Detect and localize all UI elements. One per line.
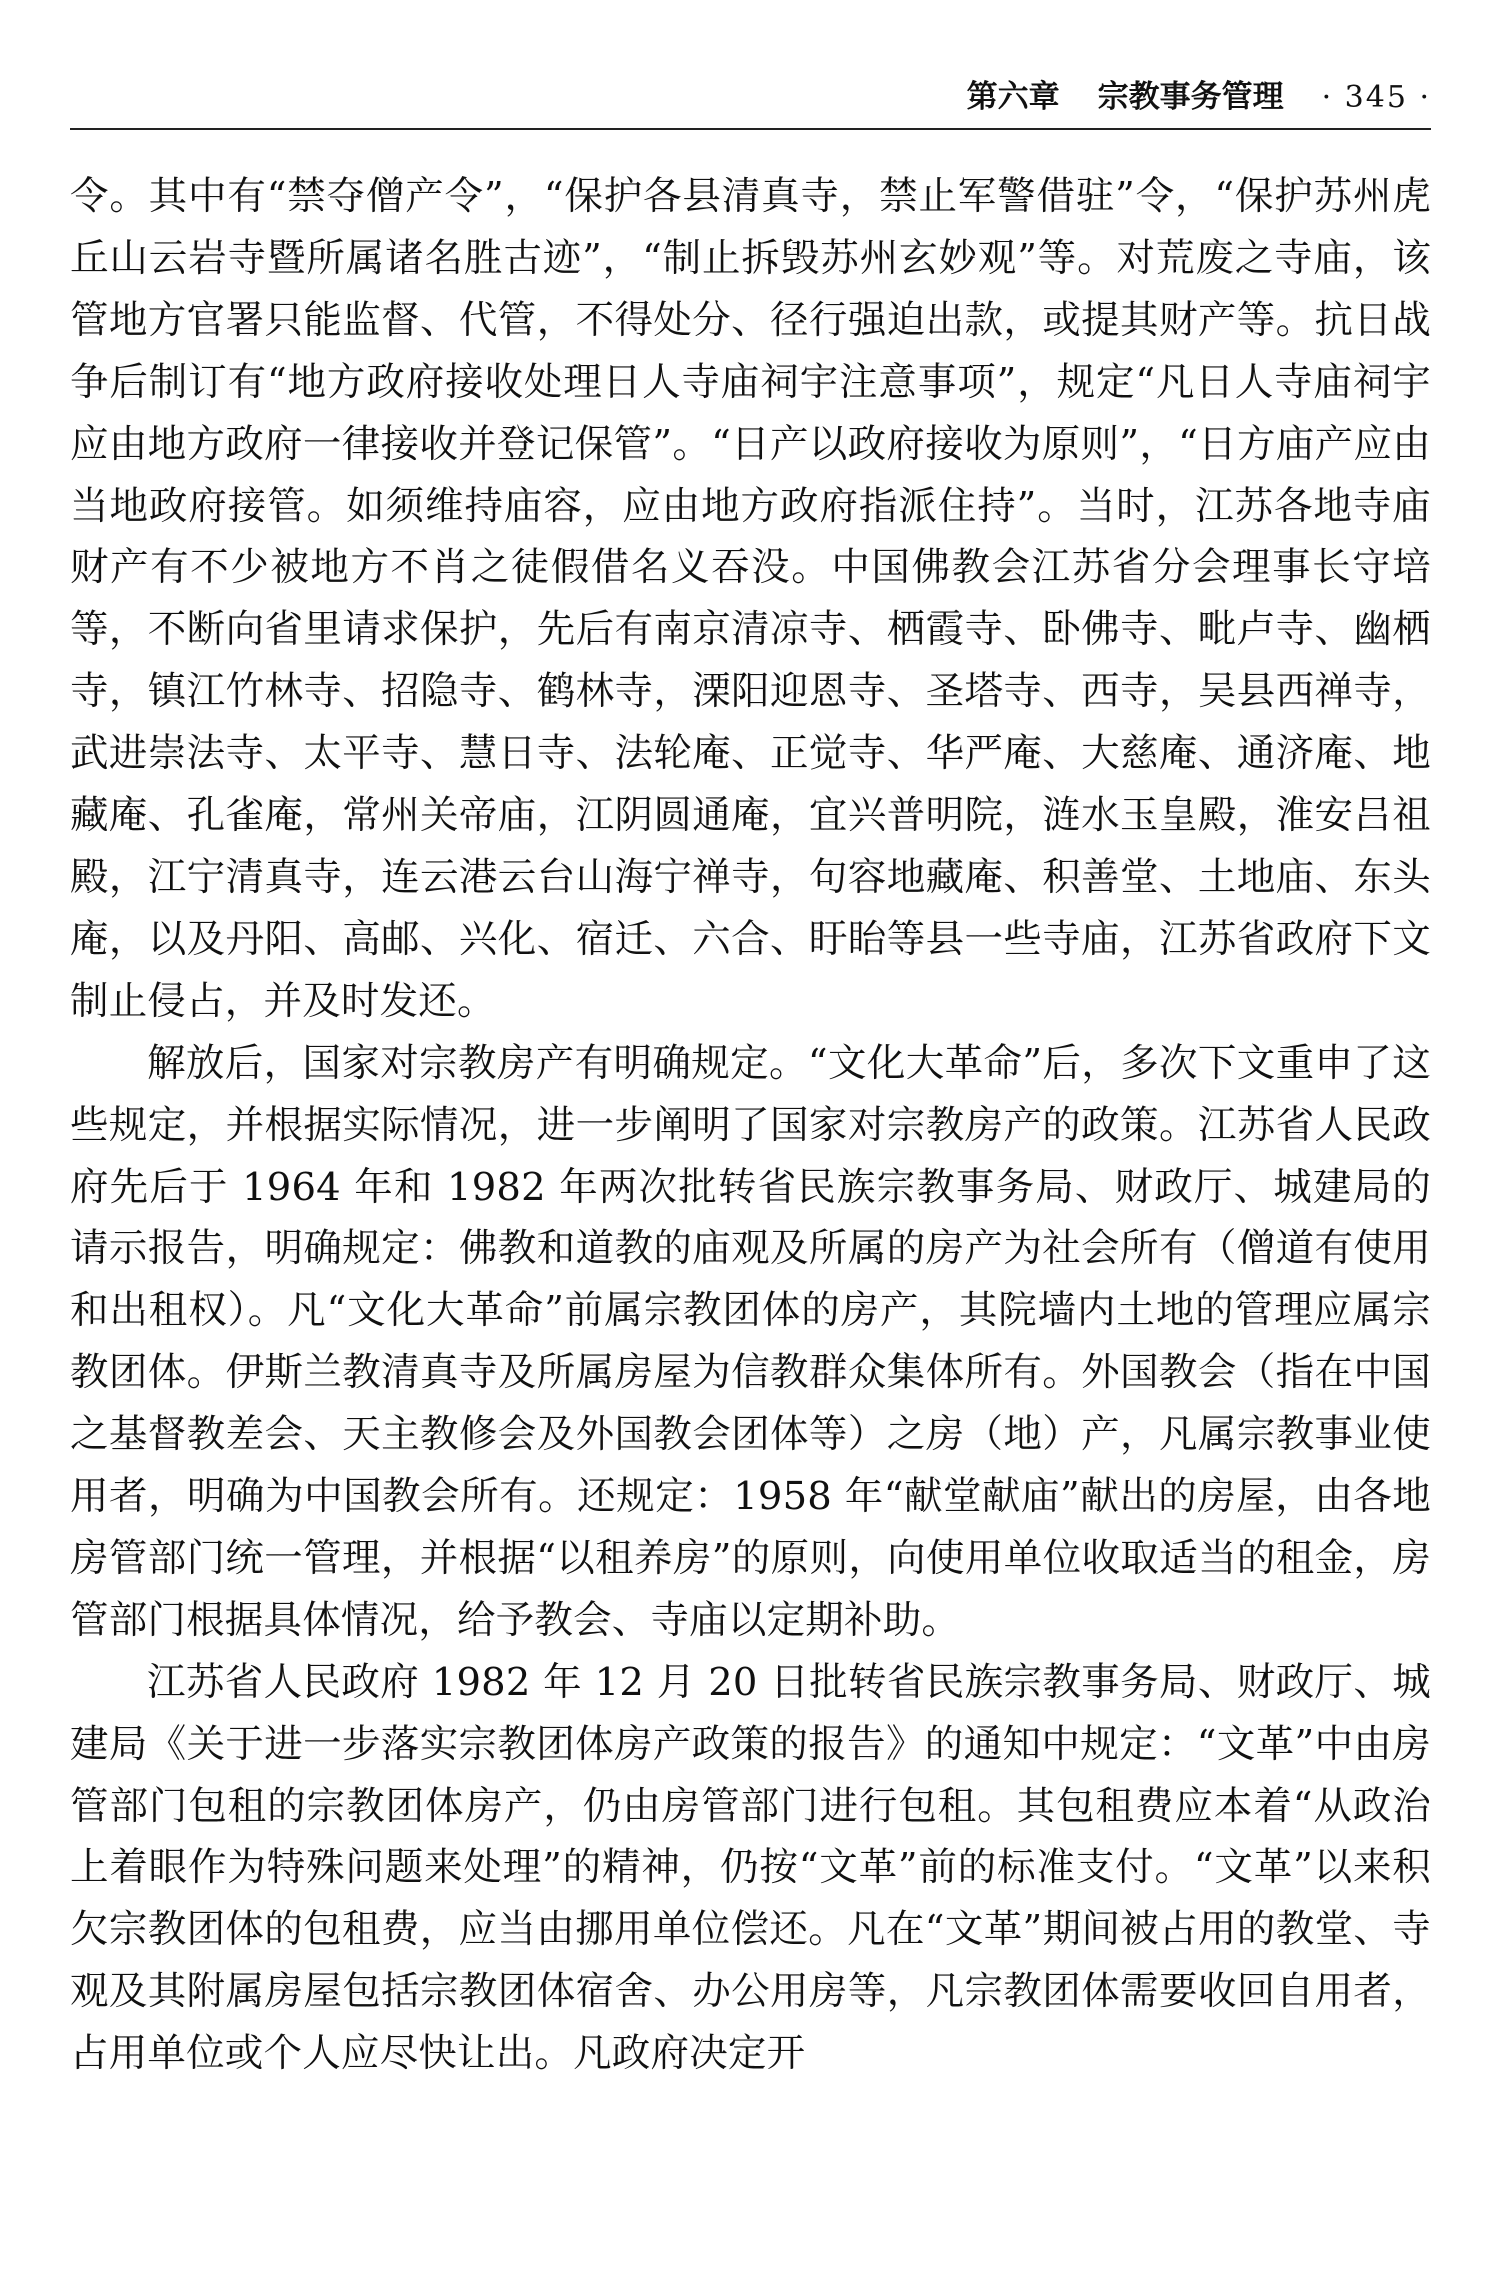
chapter-label: 第六章 — [966, 79, 1060, 115]
section-title: 宗教事务管理 — [1097, 79, 1284, 115]
paragraph-continued: 令。其中有“禁夺僧产令”，“保护各县清真寺，禁止军警借驻”令，“保护苏州虎丘山云岩寺暨所属诸名胜古迹”，“制止拆毁苏州玄妙观”等。对荒废之寺庙，该管地方官署只能监督、代管，不得处分、径行强迫出款，或提其财产等。抗日战争后制订有“地方政府接收处理日人寺庙祠宇注意事项”，规定“凡日人寺庙祠宇应由地方政府一律接收并登记保管”。“日产以政府接收为原则”，“日方庙产应由当地政府接管。如须维持庙容，应由地方政府指派住持”。当时，江苏各地寺庙财产有不少被地方不肖之徒假借名义吞没。中国佛教会江苏省分会理事长守培等，不断向省里请求保护，先后有南京清凉寺、栖霞寺、卧佛寺、毗卢寺、幽栖寺，镇江竹林寺、招隐寺、鹤林寺，溧阳迎恩寺、圣塔寺、西寺，吴县西禅寺，武进崇法寺、太平寺、慧日寺、法轮庵、正觉寺、华严庵、大慈庵、通济庵、地藏庵、孔雀庵，常州关帝庙，江阴圆通庵，宜兴普明院，涟水玉皇殿，淮安吕祖殿，江宁清真寺，连云港云台山海宁禅寺，句容地藏庵、积善堂、土地庙、东头庵，以及丹阳、高邮、兴化、宿迁、六合、盱眙等县一些寺庙，江苏省政府下文制止侵占，并及时发还。 — [70, 174, 1431, 1024]
paragraph-post-liberation-policy: 解放后，国家对宗教房产有明确规定。“文化大革命”后，多次下文重申了这些规定，并根据实际情况，进一步阐明了国家对宗教房产的政策。江苏省人民政府先后于 1964 年和 1982 年两次批转省民族宗教事务局、财政厅、城建局的请示报告，明确规定：佛教和道教的庙观及所属的房产为社会所有（僧道有使用和出租权）。凡“文化大革命”前属宗教团体的房产，其院墙内土地的管理应属宗教团体。伊斯兰教清真寺及所属房屋为信教群众集体所有。外国教会（指在中国之基督教差会、天主教修会及外国教会团体等）之房（地）产，凡属宗教事业使用者，明确为中国教会所有。还规定：1958 年“献堂献庙”献出的房屋，由各地房管部门统一管理，并根据“以租养房”的原则，向使用单位收取适当的租金，房管部门根据具体情况，给予教会、寺庙以定期补助。 — [70, 1040, 1431, 1643]
body-text — [70, 166, 1431, 2085]
running-header — [70, 62, 1431, 130]
paragraph-1982-notice: 江苏省人民政府 1982 年 12 月 20 日批转省民族宗教事务局、财政厅、城建局《关于进一步落实宗教团体房产政策的报告》的通知中规定：“文革”中由房管部门包租的宗教团体房产，仍由房管部门进行包租。其包租费应本着“从政治上着眼作为特殊问题来处理”的精神，仍按“文革”前的标准支付。“文革”以来积欠宗教团体的包租费，应当由挪用单位偿还。凡在“文革”期间被占用的教堂、寺观及其附属房屋包括宗教团体宿舍、办公用房等，凡宗教团体需要收回自用者，占用单位或个人应尽快让出。凡政府决定开 — [70, 1659, 1431, 2077]
header-line — [967, 71, 1431, 116]
page-number: · 345 · — [1321, 80, 1431, 115]
